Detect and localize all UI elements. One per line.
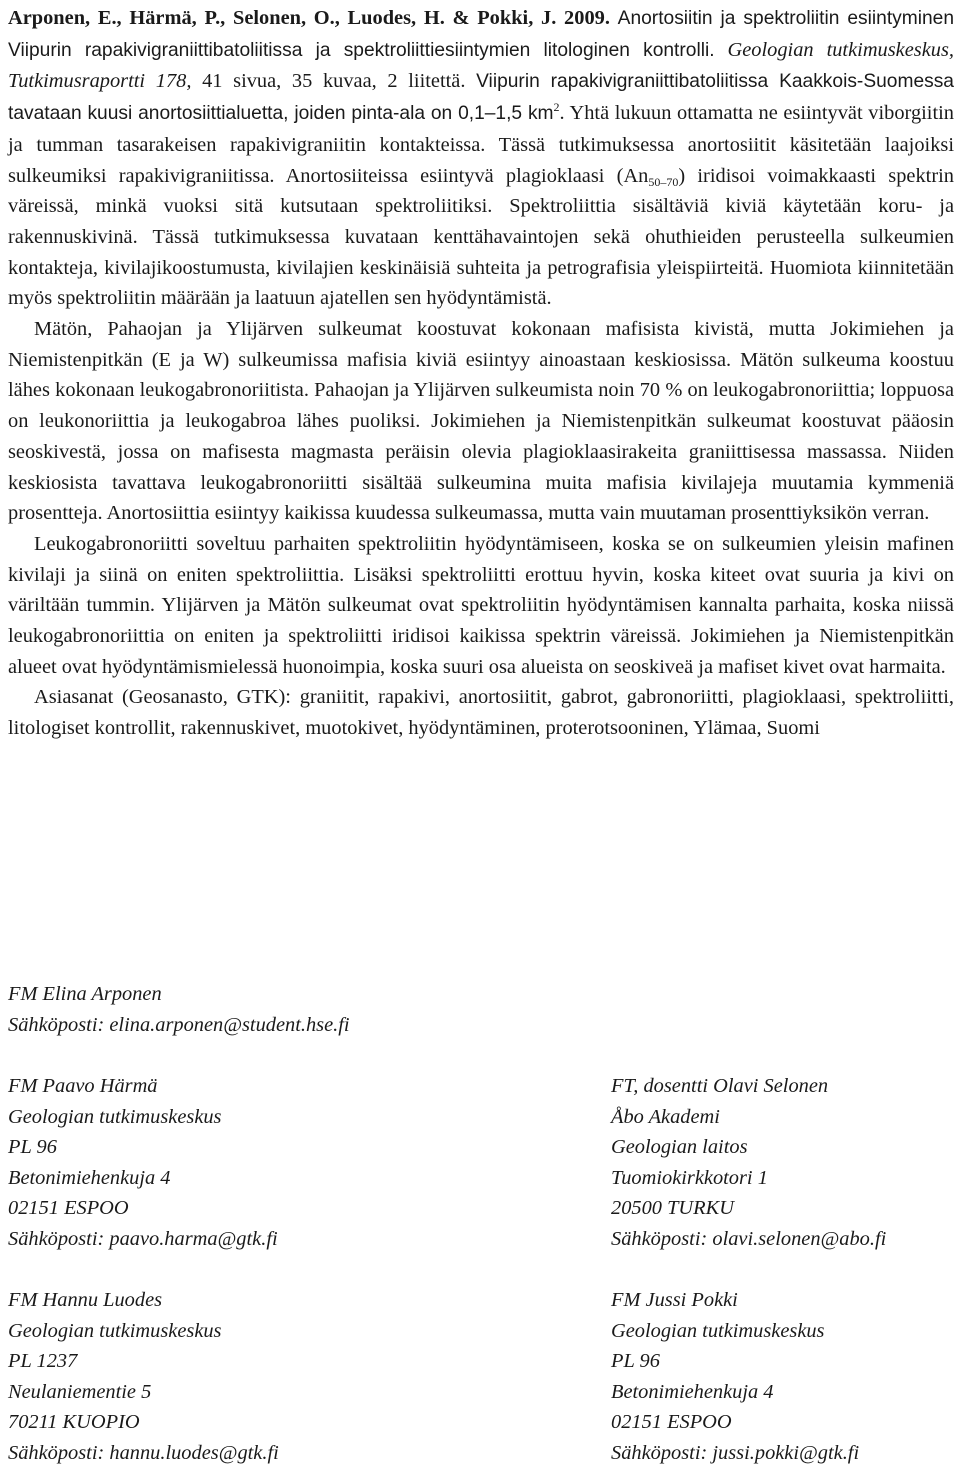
contact-organization: Geologian tutkimuskeskus [611,1319,825,1342]
contact-luodes [8,1285,279,1469]
citation-series: Geologian tutkimuskeskus, Tutkimusraportti 178, [8,38,954,93]
contact-organization: Åbo Akademi [611,1105,720,1128]
superscript-2: 2 [553,100,560,115]
contact-name: FM Hannu Luodes [8,1289,163,1311]
page [8,3,954,744]
contact-street: Betonimiehenkuja 4 [8,1166,171,1189]
subscript-an: 50–70 [648,174,679,189]
abstract [8,3,954,744]
contact-organization: Geologian tutkimuskeskus [8,1319,222,1342]
citation-paragraph [8,3,954,314]
contact-email: Sähköposti: olavi.selonen@abo.fi [611,1227,887,1250]
contact-name: FM Elina Arponen [8,983,162,1005]
contact-harma [8,1071,278,1255]
contact-organization: Geologian tutkimuskeskus [8,1105,222,1128]
contact-postal: 20500 TURKU [611,1197,734,1220]
contact-postal: 70211 KUOPIO [8,1411,140,1434]
contact-street: Tuomiokirkkotori 1 [611,1166,768,1189]
citation-pages: 41 sivua, 35 kuvaa, 2 liitettä. [202,70,466,93]
abstract-text-part3: ) iridisoi voimakkaasti spektrin väreissä, minkä vuoksi sitä kutsutaan spektroliitiksi. Spektroliittia sisältäviä kiviä käytetään koru- ja rakennuskivinä. Tässä tutkimuksessa kuvataan kenttähavaintojen sekä ohuthieiden perusteella sulkeumien kontakteja, kivilajikoostumusta, kivilajien keskinäisiä suhteita ja petrografisia yleispiirteitä. Huomiota kiinnitetään myös spektroliitin määrään ja laatuun ajatellen sen hyödyntämistä. [8,164,954,310]
abstract-paragraph-3: Leukogabronoriitti soveltuu parhaiten spektroliitin hyödyntämiseen, koska se on sulkeumien yleisin mafinen kivilaji ja siinä on eniten spektroliittia. Lisäksi spektroliitti erottuu hyvin, koska kiteet ovat suuria ja kivi on väriltään tummin. Ylijärven ja Mätön sulkeumat ovat spektroliitin hyödyntämisen kannalta parhaita, koska niissä leukogabronoriittia on eniten ja spektroliitti iridisoi kaikissa spektrin väreissä. Jokimiehen ja Niemistenpitkän alueet ovat hyödyntämismielessä huonoimpia, koska suuri osa alueista on seoskiveä ja mafiset kivet ovat harmaita. [8,532,954,678]
contact-selonen [611,1071,886,1255]
contact-email: Sähköposti: hannu.luodes@gtk.fi [8,1441,279,1464]
contact-arponen [8,979,350,1040]
contact-name: FM Jussi Pokki [611,1289,738,1311]
contact-department: Geologian laitos [611,1136,748,1159]
keywords-paragraph: Asiasanat (Geosanasto, GTK): graniitit, rapakivi, anortosiitit, gabrot, gabronoriitti, plagioklaasi, spektroliitti, litologiset kontrollit, rakennuskivet, muotokivet, hyödyntäminen, proterotsooninen, Ylämaa, Suomi [8,686,954,740]
contact-pobox: PL 1237 [8,1350,78,1373]
contact-name: FM Paavo Härmä [8,1075,158,1097]
contact-postal: 02151 ESPOO [611,1411,732,1434]
contact-street: Betonimiehenkuja 4 [611,1380,774,1403]
contact-pobox: PL 96 [611,1350,660,1373]
citation-authors: Arponen, E., Härmä, P., Selonen, O., Luodes, H. & Pokki, J. 2009. [8,7,610,29]
abstract-paragraph-2: Mätön, Pahaojan ja Ylijärven sulkeumat koostuvat kokonaan mafisista kivistä, mutta Jokimiehen ja Niemistenpitkän (E ja W) sulkeumissa mafisia kiviä esiintyy ainoastaan keskiosissa. Mätön sulkeuma koostuu lähes kokonaan leukogabronoriitista. Pahaojan ja Ylijärven sulkeumista noin 70 % on leukogabronoriittia; loppuosa on leukonoriittia ja leukogabroa lähes puoliksi. Jokimiehen ja Niemistenpitkän sulkeumat koostuvat pääosin seoskivestä, jossa on mafisesta magmasta peräisin olevia plagioklaasirakeita graniittisessa massassa. Niiden keskiosista tavattava leukogabronoriitti sisältää sulkeumina muita mafisia kivilajeja muutamia kymmeniä prosentteja. Anortosiittia esiintyy kaikissa kuudessa sulkeumassa, mutta vain muutaman prosenttiyksikön verran. [8,318,954,525]
contact-email: Sähköposti: paavo.harma@gtk.fi [8,1227,278,1250]
contact-pokki [611,1285,859,1469]
abstract-text-part2: . Yhtä lukuun ottamatta ne esiintyvät viborgiitin ja tumman tasarakeisen rapakivigraniitin kontakteissa. Tässä tutkimuksessa anortosiitit käsitetään laajoiksi sulkeumiksi rapakivigraniitissa. Anortosiiteissa esiintyvä plagioklaasi (An [8,102,954,187]
contact-email: Sähköposti: elina.arponen@student.hse.fi [8,1013,350,1036]
citation-title: Anortosiitin ja spektroliitin esiintyminen Viipurin rapakivigraniittibatoliitissa ja spektroliittiesiintymien litologinen kontrolli. [8,8,955,61]
contact-postal: 02151 ESPOO [8,1197,129,1220]
contact-email: Sähköposti: jussi.pokki@gtk.fi [611,1441,860,1464]
contact-pobox: PL 96 [8,1136,57,1159]
contact-name: FT, dosentti Olavi Selonen [611,1075,829,1097]
abstract-text-part1: Viipurin rapakivigraniittibatoliitissa Kaakkois-Suomessa tavataan kuusi anortosiittialuetta, joiden pinta-ala on 0,1–1,5 km [8,71,954,125]
contact-street: Neulaniementie 5 [8,1380,152,1403]
